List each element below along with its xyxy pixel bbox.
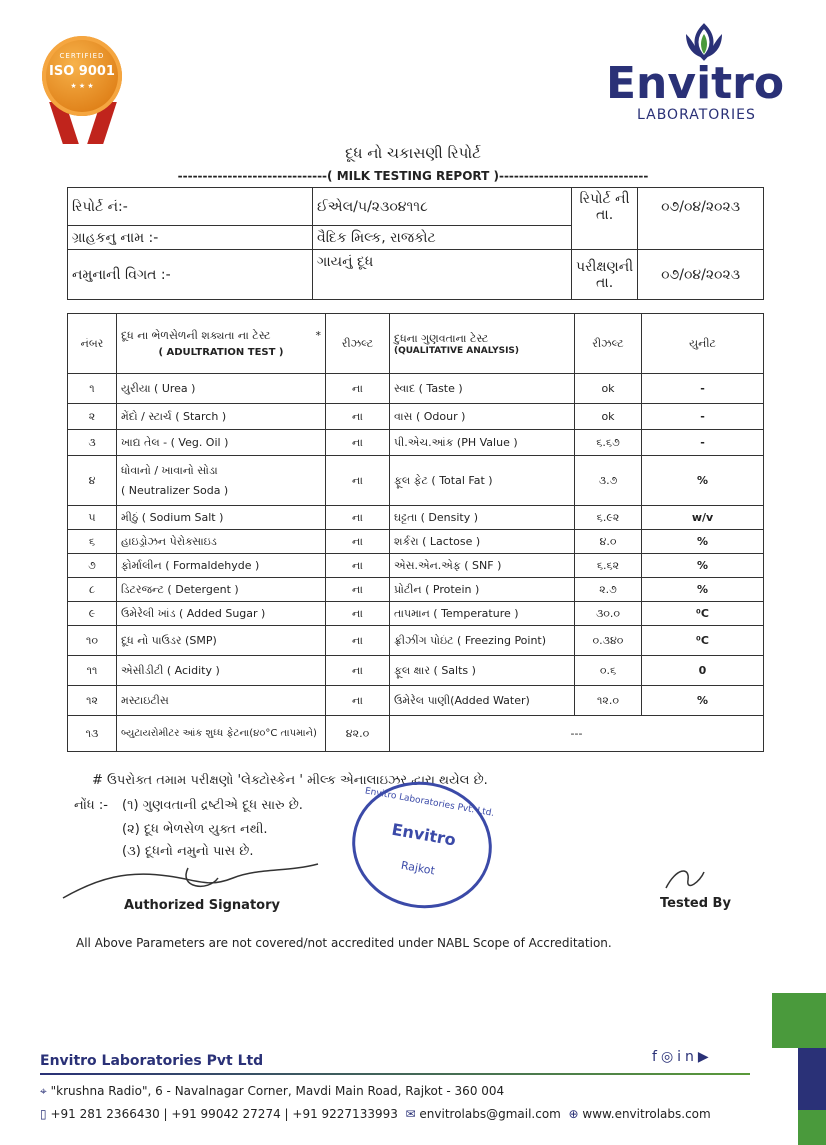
footer-decoration	[772, 993, 826, 1048]
report-no: ઈએલ/૫/૨૩૦૪૧૧૮	[313, 188, 572, 226]
row-adulteration-test	[117, 456, 326, 506]
info-table	[67, 187, 764, 300]
nabl-disclaimer: All Above Parameters are not covered/not accredited under NABL Scope of Accreditation.	[76, 936, 612, 950]
row-result: ના	[326, 686, 390, 716]
row-unit: ⁰C	[642, 626, 764, 656]
row-unit: -	[642, 374, 764, 404]
lotus-logo-icon	[682, 22, 726, 62]
row-13-rest: ---	[390, 716, 764, 752]
authorized-signatory: Authorized Signatory	[124, 898, 280, 913]
footer-decoration	[798, 1110, 826, 1145]
test-name: હાઇડ્રોઝન પેરોક્સાઇડ	[121, 534, 217, 548]
test-name: દૂધ નો પાઉડર (SMP)	[121, 633, 217, 647]
test-name: ધોવાનો / ખાવાનો સોડા	[121, 464, 218, 477]
youtube-icon[interactable]: ▶	[697, 1049, 713, 1065]
row-no: ૧૨	[68, 686, 117, 716]
row-13-result: ૪૨.૦	[326, 716, 390, 752]
row-adulteration-test	[117, 530, 326, 554]
row-unit: %	[642, 686, 764, 716]
row-qualitative-result: ૧૨.૦	[575, 686, 642, 716]
location-icon: ⌖	[40, 1084, 47, 1098]
col-header-adulteration	[117, 314, 326, 374]
row-result: ના	[326, 656, 390, 686]
table-row	[68, 626, 764, 656]
row-no: ૧	[68, 374, 117, 404]
stamp-line1: Envitro Laboratories Pvt. Ltd.	[364, 786, 495, 819]
row-qualitative-test: ઘટ્ટતા ( Density )	[390, 506, 575, 530]
note-1: (૧) ગુણવતાની દ્રષ્ટીએ દૂધ સારુ છે.	[122, 798, 303, 813]
row-adulteration-test	[117, 656, 326, 686]
facebook-icon[interactable]: f	[652, 1049, 661, 1065]
row-result: ના	[326, 404, 390, 430]
table-row	[68, 686, 764, 716]
row-result: ના	[326, 626, 390, 656]
row-result: ના	[326, 506, 390, 530]
report-no-label: રિપોર્ટ નં:-	[68, 188, 313, 226]
test-name: ઉમેરેલી ખાંડ ( Added Sugar )	[121, 606, 266, 620]
row-adulteration-test	[117, 686, 326, 716]
row-unit: w/v	[642, 506, 764, 530]
test-name: મેંદો / સ્ટાર્ચ ( Starch )	[121, 409, 227, 423]
row-adulteration-test	[117, 578, 326, 602]
row-unit: 0	[642, 656, 764, 686]
row-no: ૨	[68, 404, 117, 430]
row-qualitative-test: તાપમાન ( Temperature )	[390, 602, 575, 626]
row-qualitative-result: ૩.૭	[575, 456, 642, 506]
row-no: ૭	[68, 554, 117, 578]
note-label: નોંધ :-	[74, 798, 108, 813]
test-date-label: પરીક્ષણની તા.	[572, 250, 638, 300]
row-result: ના	[326, 578, 390, 602]
row-qualitative-result: ok	[575, 374, 642, 404]
row-unit: %	[642, 456, 764, 506]
row-qualitative-result: ૦.૩૪૦	[575, 626, 642, 656]
row-qualitative-result: ૪.૦	[575, 530, 642, 554]
linkedin-icon[interactable]: in	[677, 1049, 698, 1065]
footer-address	[40, 1084, 504, 1099]
table-row	[68, 374, 764, 404]
row-qualitative-test: એસ.એન.એફ ( SNF )	[390, 554, 575, 578]
row-result: ના	[326, 554, 390, 578]
row-adulteration-test	[117, 374, 326, 404]
report-date-label: રિપોર્ટ ની તા.	[572, 188, 638, 226]
row-qualitative-result: ૬.૬૭	[575, 430, 642, 456]
email-icon: ✉	[405, 1107, 416, 1121]
qualitative-header-en: (QUALITATIVE ANALYSIS)	[394, 345, 520, 356]
customer-name: વૈદિક મિલ્ક, રાજકોટ	[313, 226, 572, 250]
row-unit: ⁰C	[642, 602, 764, 626]
tested-by: Tested By	[660, 896, 731, 911]
email-text[interactable]: envitrolabs@gmail.com	[419, 1107, 561, 1121]
sample-label: નમુનાની વિગત :-	[68, 250, 313, 300]
table-row	[68, 656, 764, 686]
row-qualitative-result: ૩૦.૦	[575, 602, 642, 626]
row-result: ના	[326, 374, 390, 404]
row-qualitative-test: ઉમેરેલ પાણી(Added Water)	[390, 686, 575, 716]
sample-detail: ગાયનું દૂધ	[313, 250, 572, 300]
table-row	[68, 602, 764, 626]
badge-top-text: CERTIFIED	[59, 52, 105, 60]
row-adulteration-test	[117, 554, 326, 578]
badge-main-text: ISO 9001	[49, 64, 115, 79]
test-date: ૦૭/૦૪/૨૦૨૩	[638, 250, 764, 300]
stamp-line2: Rajkot	[399, 858, 436, 878]
company-logo-word: Envitro	[606, 58, 785, 109]
row-no: ૪	[68, 456, 117, 506]
header-star: *	[315, 329, 321, 342]
adulteration-header-text: દૂધ ના ભેળસેળની શક્યતા ના ટેસ્ટ	[121, 329, 271, 342]
row-adulteration-test	[117, 404, 326, 430]
report-title-gujarati: દૂધ નો ચકાસણી રિપોર્ટ	[345, 144, 481, 162]
analyzer-note: # ઉપરોક્ત તમામ પરીક્ષણો 'લેક્ટોસ્કેન ' મીલ્ક એનાલાઇઝર દ્વારા થયેલ છે.	[92, 773, 488, 788]
table-row	[68, 530, 764, 554]
spacer-cell	[638, 226, 764, 250]
globe-icon: ⊕	[568, 1107, 579, 1121]
footer-company: Envitro Laboratories Pvt Ltd	[40, 1053, 264, 1069]
row-result: ના	[326, 430, 390, 456]
row-qualitative-test: શર્કરા ( Lactose )	[390, 530, 575, 554]
row-no: ૧૧	[68, 656, 117, 686]
company-stamp	[342, 771, 502, 919]
table-row	[68, 456, 764, 506]
tested-by-signature-icon	[660, 862, 708, 896]
customer-label: ગ્રાહકનુ નામ :-	[68, 226, 313, 250]
report-date: ૦૭/૦૪/૨૦૨૩	[638, 188, 764, 226]
website-text[interactable]: www.envitrolabs.com	[582, 1107, 711, 1121]
row-unit: -	[642, 404, 764, 430]
row-qualitative-test: વાસ ( Odour )	[390, 404, 575, 430]
row-qualitative-result: ૦.૬	[575, 656, 642, 686]
col-header-qualitative	[390, 314, 575, 374]
test-name-en: ( Neutralizer Soda )	[121, 484, 229, 497]
test-name: ડિટરજન્ટ ( Detergent )	[121, 582, 239, 596]
row-adulteration-test	[117, 602, 326, 626]
social-icons	[652, 1049, 713, 1065]
test-name: મીઠું ( Sodium Salt )	[121, 510, 224, 524]
instagram-icon[interactable]: ◎	[660, 1049, 678, 1065]
footer-divider	[40, 1073, 750, 1075]
note-3: (૩) દૂધનો નમુનો પાસ છે.	[122, 844, 254, 859]
row-qualitative-result: ok	[575, 404, 642, 430]
footer-decoration	[798, 1048, 826, 1110]
test-name: ફોર્માલીન ( Formaldehyde )	[121, 558, 260, 572]
address-text: "krushna Radio", 6 - Navalnagar Corner, Mavdi Main Road, Rajkot - 360 004	[50, 1084, 505, 1098]
row-unit: %	[642, 578, 764, 602]
table-row	[68, 578, 764, 602]
row-adulteration-test	[117, 506, 326, 530]
row-unit: -	[642, 430, 764, 456]
test-name: ખાદ્ય તેલ - ( Veg. Oil )	[121, 435, 229, 449]
stamp-center: Envitro	[390, 819, 458, 850]
row-qualitative-test: સ્વાદ ( Taste )	[390, 374, 575, 404]
row-no: ૫	[68, 506, 117, 530]
row-unit: %	[642, 530, 764, 554]
phone-icon: ▯	[40, 1107, 47, 1121]
test-name: મસ્ટાઇટીસ	[121, 693, 169, 707]
row-qualitative-test: પ્રોટીન ( Protein )	[390, 578, 575, 602]
spacer-cell	[572, 226, 638, 250]
footer-contacts	[40, 1107, 711, 1121]
report-title-english: ------------------------------( MILK TESTING REPORT )------------------------------	[177, 169, 649, 183]
adulteration-header-en: ( ADULTRATION TEST )	[158, 347, 284, 358]
row-13-test: બ્યુટાયરોમીટર આંક શુધ્ધ ફેટના(૪૦°C તાપમાને)	[117, 716, 326, 752]
note-2: (૨) દૂધ ભેળસેળ યુક્ત નથી.	[122, 822, 268, 837]
table-row	[68, 506, 764, 530]
row-no: ૬	[68, 530, 117, 554]
row-qualitative-result: ૬.૯૨	[575, 506, 642, 530]
qualitative-header-text: દુધના ગુણવતાના ટેસ્ટ	[394, 331, 489, 345]
company-logo-sub: LABORATORIES	[637, 107, 756, 123]
row-result: ના	[326, 530, 390, 554]
phone-text: +91 281 2366430 | +91 99042 27274 | +91 9227133993	[50, 1107, 398, 1121]
row-no: ૩	[68, 430, 117, 456]
col-header-result: રીઝલ્ટ	[326, 314, 390, 374]
row-qualitative-test: પી.એચ.આંક (PH Value )	[390, 430, 575, 456]
row-qualitative-result: ૨.૭	[575, 578, 642, 602]
table-row	[68, 554, 764, 578]
col-header-result2: રીઝલ્ટ	[575, 314, 642, 374]
row-qualitative-test: ફ્રીઝીંગ પોઇંટ ( Freezing Point)	[390, 626, 575, 656]
row-adulteration-test	[117, 430, 326, 456]
col-header-unit: યુનીટ	[642, 314, 764, 374]
row-qualitative-test: ફૂલ ક્ષાર ( Salts )	[390, 656, 575, 686]
test-name: એસીડીટી ( Acidity )	[121, 663, 220, 677]
row-unit: %	[642, 554, 764, 578]
row-result: ના	[326, 602, 390, 626]
col-header-no: નંબર	[68, 314, 117, 374]
row-qualitative-test: ફૂલ ફેટ ( Total Fat )	[390, 456, 575, 506]
row-no: ૧૦	[68, 626, 117, 656]
table-row	[68, 404, 764, 430]
row-result: ના	[326, 456, 390, 506]
table-row	[68, 430, 764, 456]
results-table	[67, 313, 764, 752]
row-13-no: ૧૩	[68, 716, 117, 752]
badge-stars: ★ ★ ★	[70, 82, 94, 90]
iso-badge	[38, 32, 128, 147]
row-qualitative-result: ૬.૬૨	[575, 554, 642, 578]
row-no: ૮	[68, 578, 117, 602]
row-no: ૯	[68, 602, 117, 626]
row-adulteration-test	[117, 626, 326, 656]
test-name: યુરીયા ( Urea )	[121, 381, 196, 395]
